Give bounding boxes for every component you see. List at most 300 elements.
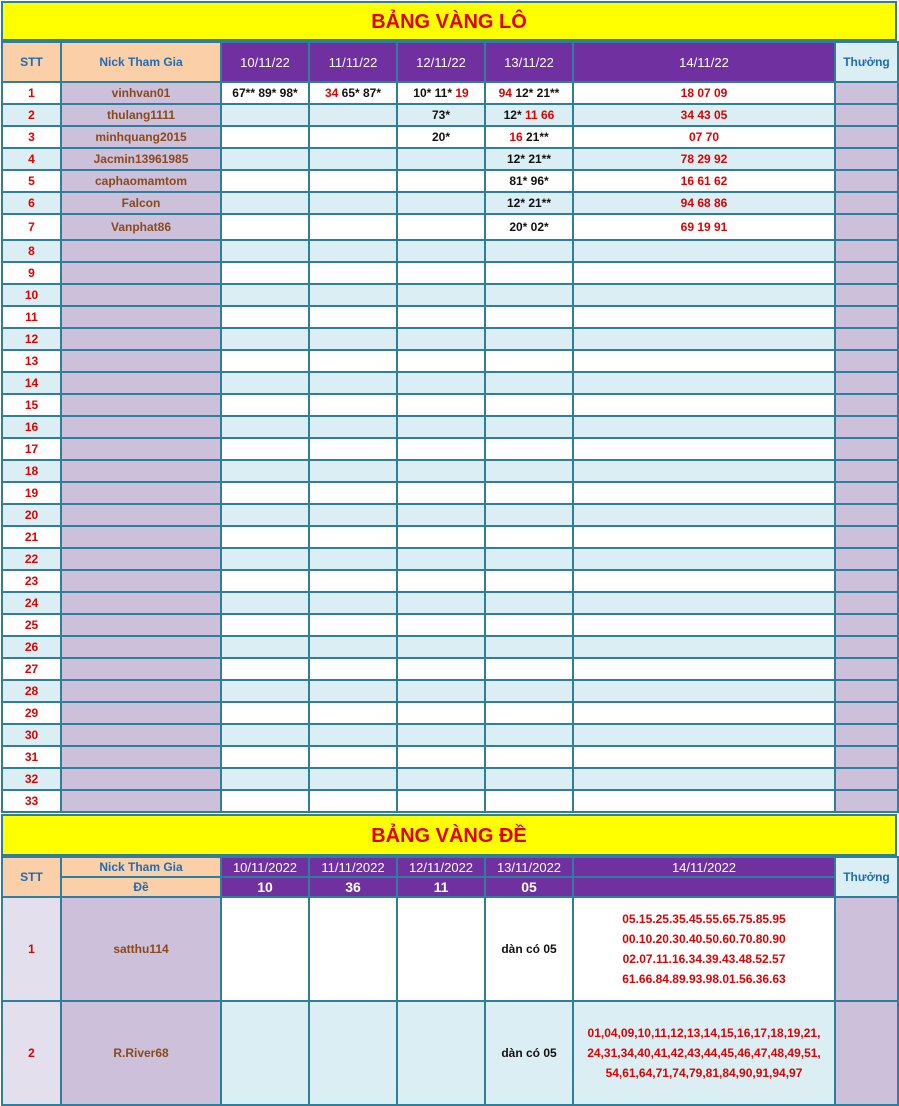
row-nick: Vanphat86 <box>61 214 221 240</box>
row-prediction <box>221 460 309 482</box>
row-prediction <box>397 592 485 614</box>
row-nick <box>61 416 221 438</box>
row-prediction <box>221 240 309 262</box>
de-result-value: 10 <box>221 877 309 897</box>
row-stt: 3 <box>2 126 61 148</box>
row-nick <box>61 328 221 350</box>
row-prediction <box>397 897 485 1001</box>
de-header-thuong: Thưởng <box>835 857 898 897</box>
row-prediction <box>397 724 485 746</box>
row-prediction <box>309 126 397 148</box>
row-thuong <box>835 192 898 214</box>
row-stt: 31 <box>2 746 61 768</box>
row-prediction <box>221 350 309 372</box>
row-stt: 9 <box>2 262 61 284</box>
row-prediction <box>573 614 835 636</box>
row-nick: thulang1111 <box>61 104 221 126</box>
de-result-label: Đề <box>61 877 221 897</box>
row-prediction <box>221 328 309 350</box>
lo-row <box>2 548 898 570</box>
row-prediction <box>221 636 309 658</box>
row-prediction <box>309 262 397 284</box>
row-prediction <box>221 746 309 768</box>
prediction-text: 67** 89* 98* <box>232 86 298 100</box>
de-result-value <box>573 877 835 897</box>
row-prediction <box>397 504 485 526</box>
row-nick <box>61 526 221 548</box>
row-prediction <box>573 394 835 416</box>
row-prediction <box>573 570 835 592</box>
row-prediction <box>397 372 485 394</box>
row-prediction <box>397 768 485 790</box>
row-stt: 8 <box>2 240 61 262</box>
row-thuong <box>835 482 898 504</box>
row-prediction <box>221 658 309 680</box>
row-stt: 26 <box>2 636 61 658</box>
row-nick: Falcon <box>61 192 221 214</box>
row-prediction <box>573 636 835 658</box>
lo-row <box>2 104 898 126</box>
row-stt: 23 <box>2 570 61 592</box>
row-stt: 5 <box>2 170 61 192</box>
row-stt: 12 <box>2 328 61 350</box>
prediction-text: 16 <box>509 130 526 144</box>
row-prediction <box>221 724 309 746</box>
row-stt: 27 <box>2 658 61 680</box>
row-prediction <box>309 724 397 746</box>
row-nick <box>61 614 221 636</box>
row-prediction <box>485 148 573 170</box>
row-prediction <box>221 768 309 790</box>
row-prediction <box>485 394 573 416</box>
row-thuong <box>835 284 898 306</box>
lo-row <box>2 636 898 658</box>
row-thuong <box>835 104 898 126</box>
de-result-value: 11 <box>397 877 485 897</box>
row-prediction <box>485 658 573 680</box>
row-prediction <box>309 82 397 104</box>
row-prediction <box>221 504 309 526</box>
row-prediction <box>309 104 397 126</box>
row-prediction <box>485 350 573 372</box>
header-date: 13/11/22 <box>485 42 573 82</box>
prediction-text: 20* <box>431 130 451 144</box>
row-stt: 33 <box>2 790 61 812</box>
header-date: 14/11/22 <box>573 42 835 82</box>
row-prediction <box>397 460 485 482</box>
row-prediction <box>309 548 397 570</box>
row-prediction <box>397 126 485 148</box>
row-stt: 29 <box>2 702 61 724</box>
row-prediction <box>309 438 397 460</box>
prediction-text: 94 68 86 <box>680 196 728 210</box>
row-prediction <box>573 104 835 126</box>
row-prediction <box>309 214 397 240</box>
prediction-text: 73* <box>431 108 451 122</box>
row-prediction <box>397 1001 485 1105</box>
row-stt: 1 <box>2 897 61 1001</box>
row-nick: Jacmin13961985 <box>61 148 221 170</box>
row-prediction <box>573 350 835 372</box>
row-prediction <box>309 636 397 658</box>
row-stt: 13 <box>2 350 61 372</box>
row-thuong <box>835 526 898 548</box>
row-thuong <box>835 126 898 148</box>
row-thuong <box>835 636 898 658</box>
de-header-date: 11/11/2022 <box>309 857 397 877</box>
row-nick <box>61 570 221 592</box>
prediction-text: 11 66 <box>524 108 555 122</box>
row-stt: 1 <box>2 82 61 104</box>
row-prediction <box>573 262 835 284</box>
row-prediction <box>221 592 309 614</box>
row-prediction <box>221 482 309 504</box>
row-prediction <box>309 460 397 482</box>
row-thuong <box>835 438 898 460</box>
row-nick <box>61 504 221 526</box>
row-prediction <box>309 372 397 394</box>
row-prediction <box>221 570 309 592</box>
row-prediction <box>573 192 835 214</box>
row-prediction <box>397 680 485 702</box>
row-nick: R.River68 <box>61 1001 221 1105</box>
de-row <box>2 897 898 1001</box>
lo-row <box>2 702 898 724</box>
lo-row <box>2 504 898 526</box>
row-nick <box>61 702 221 724</box>
row-prediction <box>221 438 309 460</box>
row-nick <box>61 240 221 262</box>
row-thuong <box>835 214 898 240</box>
row-nick <box>61 306 221 328</box>
row-prediction: dàn có 05 <box>485 897 573 1001</box>
row-prediction <box>309 1001 397 1105</box>
row-prediction <box>221 416 309 438</box>
row-prediction <box>573 680 835 702</box>
lo-row <box>2 328 898 350</box>
row-prediction <box>485 126 573 148</box>
row-prediction <box>221 126 309 148</box>
row-prediction <box>309 897 397 1001</box>
lo-row <box>2 350 898 372</box>
row-nick <box>61 746 221 768</box>
lo-row <box>2 214 898 240</box>
row-prediction <box>221 148 309 170</box>
de-title-banner: BẢNG VÀNG ĐỀ <box>1 814 897 856</box>
row-prediction <box>397 394 485 416</box>
lo-row <box>2 790 898 812</box>
row-prediction <box>573 82 835 104</box>
row-thuong <box>835 148 898 170</box>
row-prediction <box>309 482 397 504</box>
row-prediction <box>485 192 573 214</box>
lo-row <box>2 438 898 460</box>
row-prediction <box>573 438 835 460</box>
row-nick <box>61 768 221 790</box>
row-prediction <box>397 614 485 636</box>
row-prediction <box>485 104 573 126</box>
lo-row <box>2 148 898 170</box>
number-line: 02.07.11.16.34.39.43.48.52.57 <box>622 952 786 966</box>
row-stt: 24 <box>2 592 61 614</box>
row-prediction <box>573 416 835 438</box>
prediction-text: 12* 21** <box>506 196 552 210</box>
row-prediction <box>573 328 835 350</box>
lo-row <box>2 680 898 702</box>
lo-row <box>2 768 898 790</box>
lo-row <box>2 126 898 148</box>
row-prediction <box>485 328 573 350</box>
lo-row <box>2 82 898 104</box>
row-prediction <box>397 548 485 570</box>
de-row <box>2 1001 898 1105</box>
row-stt: 4 <box>2 148 61 170</box>
de-header-date: 14/11/2022 <box>573 857 835 877</box>
row-thuong <box>835 724 898 746</box>
row-prediction <box>485 240 573 262</box>
prediction-text: 34 <box>324 86 342 100</box>
row-prediction <box>573 214 835 240</box>
row-prediction <box>397 214 485 240</box>
row-stt: 30 <box>2 724 61 746</box>
row-stt: 7 <box>2 214 61 240</box>
row-prediction <box>309 526 397 548</box>
row-prediction <box>397 416 485 438</box>
header-date: 12/11/22 <box>397 42 485 82</box>
row-prediction <box>309 746 397 768</box>
lo-row <box>2 394 898 416</box>
row-prediction <box>485 262 573 284</box>
row-nick <box>61 394 221 416</box>
row-prediction <box>309 592 397 614</box>
row-prediction <box>309 170 397 192</box>
row-prediction: dàn có 05 <box>485 1001 573 1105</box>
row-thuong <box>835 570 898 592</box>
row-prediction <box>573 284 835 306</box>
row-prediction <box>309 416 397 438</box>
row-stt: 15 <box>2 394 61 416</box>
row-prediction <box>397 790 485 812</box>
header-stt: STT <box>2 42 61 82</box>
row-prediction <box>221 790 309 812</box>
row-stt: 19 <box>2 482 61 504</box>
lo-row <box>2 262 898 284</box>
row-prediction <box>221 614 309 636</box>
number-line: 01,04,09,10,11,12,13,14,15,16,17,18,19,21, <box>587 1026 821 1040</box>
row-stt: 10 <box>2 284 61 306</box>
prediction-text: 10* 11* <box>413 86 456 100</box>
row-prediction <box>485 504 573 526</box>
row-prediction <box>309 306 397 328</box>
row-prediction <box>573 306 835 328</box>
row-thuong <box>835 1001 898 1105</box>
row-prediction <box>309 350 397 372</box>
lo-title-banner: BẢNG VÀNG LÔ <box>1 1 897 41</box>
prediction-text: 12* <box>503 108 525 122</box>
row-prediction <box>485 570 573 592</box>
row-prediction <box>397 240 485 262</box>
row-thuong <box>835 262 898 284</box>
row-prediction <box>309 570 397 592</box>
row-nick <box>61 438 221 460</box>
prediction-text: 12* 21** <box>506 152 552 166</box>
row-stt: 17 <box>2 438 61 460</box>
row-thuong <box>835 306 898 328</box>
row-thuong <box>835 416 898 438</box>
row-stt: 32 <box>2 768 61 790</box>
row-stt: 22 <box>2 548 61 570</box>
row-prediction <box>485 82 573 104</box>
row-nick <box>61 548 221 570</box>
row-nick <box>61 636 221 658</box>
row-prediction <box>485 614 573 636</box>
row-thuong <box>835 614 898 636</box>
row-prediction <box>397 746 485 768</box>
row-prediction <box>309 148 397 170</box>
row-stt: 28 <box>2 680 61 702</box>
row-prediction <box>573 702 835 724</box>
header-thuong: Thưởng <box>835 42 898 82</box>
lo-table <box>1 41 899 813</box>
row-prediction <box>397 482 485 504</box>
lo-row <box>2 570 898 592</box>
row-prediction <box>573 658 835 680</box>
row-prediction <box>309 240 397 262</box>
row-nick <box>61 724 221 746</box>
row-prediction <box>221 548 309 570</box>
row-prediction <box>309 284 397 306</box>
prediction-text: 94 <box>498 86 516 100</box>
row-nick: vinhvan01 <box>61 82 221 104</box>
row-stt: 11 <box>2 306 61 328</box>
row-prediction <box>309 702 397 724</box>
de-header-nick: Nick Tham Gia <box>61 857 221 877</box>
header-date: 11/11/22 <box>309 42 397 82</box>
row-nick <box>61 790 221 812</box>
row-prediction <box>309 328 397 350</box>
row-prediction <box>309 192 397 214</box>
prediction-text: 20* 02* <box>509 220 549 234</box>
lo-row <box>2 746 898 768</box>
row-stt: 25 <box>2 614 61 636</box>
row-prediction <box>221 372 309 394</box>
row-number-set <box>573 897 835 1001</box>
prediction-text: 81* 96* <box>509 174 549 188</box>
number-line: 61.66.84.89.93.98.01.56.36.63 <box>622 972 786 986</box>
row-prediction <box>309 394 397 416</box>
row-prediction <box>221 394 309 416</box>
prediction-text: 69 19 91 <box>680 220 728 234</box>
row-nick <box>61 350 221 372</box>
row-prediction <box>397 192 485 214</box>
row-prediction <box>485 214 573 240</box>
row-prediction <box>485 416 573 438</box>
row-prediction <box>573 148 835 170</box>
lo-row <box>2 284 898 306</box>
prediction-text: 65* 87* <box>341 86 382 100</box>
row-prediction <box>485 306 573 328</box>
row-stt: 16 <box>2 416 61 438</box>
row-prediction <box>573 126 835 148</box>
prediction-text: 12* 21** <box>515 86 560 100</box>
row-thuong <box>835 240 898 262</box>
row-thuong <box>835 328 898 350</box>
row-nick: minhquang2015 <box>61 126 221 148</box>
lo-row <box>2 460 898 482</box>
row-thuong <box>835 680 898 702</box>
de-result-value: 05 <box>485 877 573 897</box>
lo-row <box>2 658 898 680</box>
row-thuong <box>835 548 898 570</box>
row-prediction <box>309 680 397 702</box>
row-nick <box>61 262 221 284</box>
row-prediction <box>397 170 485 192</box>
row-prediction <box>309 768 397 790</box>
row-thuong <box>835 350 898 372</box>
row-prediction <box>397 526 485 548</box>
row-prediction <box>221 104 309 126</box>
lo-row <box>2 372 898 394</box>
row-thuong <box>835 504 898 526</box>
de-result-value: 36 <box>309 877 397 897</box>
row-thuong <box>835 768 898 790</box>
row-prediction <box>397 306 485 328</box>
row-prediction <box>221 214 309 240</box>
row-prediction <box>573 526 835 548</box>
row-prediction <box>573 170 835 192</box>
prediction-text: 34 43 05 <box>680 108 728 122</box>
row-prediction <box>485 170 573 192</box>
row-prediction <box>573 504 835 526</box>
row-prediction <box>485 372 573 394</box>
row-prediction <box>573 372 835 394</box>
row-prediction <box>573 724 835 746</box>
row-prediction <box>397 636 485 658</box>
row-prediction <box>397 438 485 460</box>
row-prediction <box>221 897 309 1001</box>
row-prediction <box>485 482 573 504</box>
row-prediction <box>485 438 573 460</box>
row-prediction <box>309 504 397 526</box>
row-prediction <box>485 460 573 482</box>
row-prediction <box>221 526 309 548</box>
row-thuong <box>835 790 898 812</box>
lo-row <box>2 526 898 548</box>
row-prediction <box>485 768 573 790</box>
row-thuong <box>835 394 898 416</box>
number-line: 05.15.25.35.45.55.65.75.85.95 <box>622 912 786 926</box>
prediction-text: 19 <box>455 86 469 100</box>
row-prediction <box>485 592 573 614</box>
row-prediction <box>397 570 485 592</box>
row-stt: 6 <box>2 192 61 214</box>
de-header-stt: STT <box>2 857 61 897</box>
row-prediction <box>397 702 485 724</box>
lo-row <box>2 416 898 438</box>
row-prediction <box>573 240 835 262</box>
row-prediction <box>221 82 309 104</box>
row-thuong <box>835 82 898 104</box>
row-prediction <box>485 680 573 702</box>
row-stt: 2 <box>2 1001 61 1105</box>
row-stt: 21 <box>2 526 61 548</box>
number-line: 54,61,64,71,74,79,81,84,90,91,94,97 <box>605 1066 803 1080</box>
row-prediction <box>573 482 835 504</box>
prediction-text: 16 61 62 <box>680 174 728 188</box>
de-header-date: 13/11/2022 <box>485 857 573 877</box>
row-prediction <box>397 262 485 284</box>
row-thuong <box>835 372 898 394</box>
